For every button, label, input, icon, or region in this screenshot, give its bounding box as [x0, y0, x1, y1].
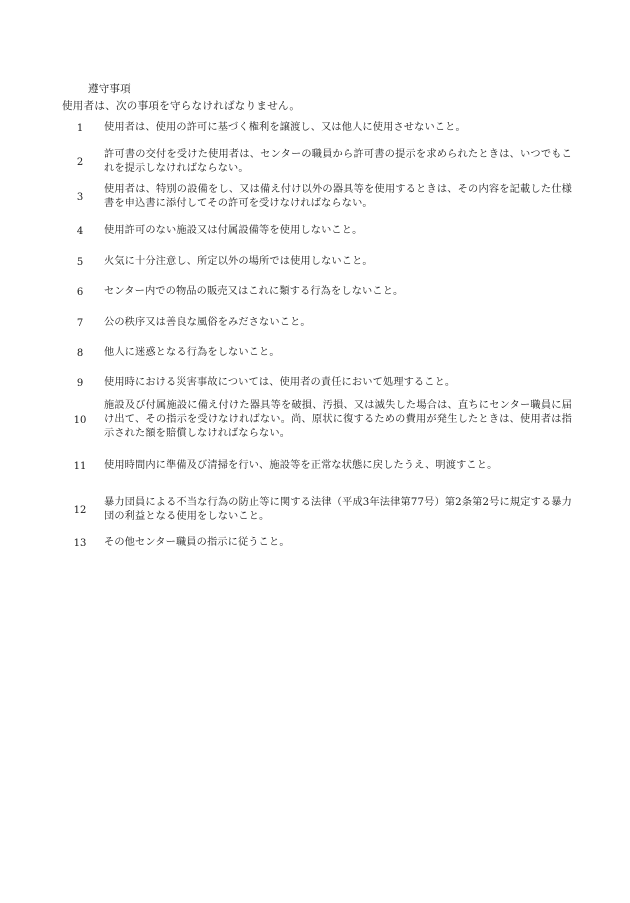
rule-text: 使用者は、特別の設備をし、又は備え付け以外の器具等を使用するときは、その内容を記載した仕様書を申込書に添付してその許可を受けなければならない。	[104, 184, 572, 210]
intro-text: 使用者は、次の事項を守らなければなりません。	[62, 100, 301, 112]
rule-text: 使用時における災害事故については、使用者の責任において処理すること。	[104, 377, 456, 388]
rule-text: 施設及び付属施設に備え付けた器具等を破損、汚損、又は滅失した場合は、直ちにセンター職員に届け出て、その指示を受けなければない。尚、原状に復するための費用が発生したときは、使用者は指示された額を賠償しなければならない。	[104, 400, 572, 440]
rule-item-2	[62, 148, 572, 176]
rule-number: 12	[73, 504, 87, 516]
rule-item-6	[62, 285, 572, 299]
rule-number: 7	[76, 317, 84, 329]
rule-item-1	[62, 121, 572, 135]
rule-text: 使用時間内に準備及び清掃を行い、施設等を正常な状態に戻したうえ、明渡すこと。	[104, 460, 498, 471]
rule-item-3	[62, 183, 572, 211]
rule-number: 5	[76, 256, 84, 268]
rule-number: 1	[76, 122, 84, 134]
section-heading: 遵守事項	[88, 83, 131, 95]
rule-item-8	[62, 346, 572, 360]
rule-text: 使用者は、使用の許可に基づく権利を譲渡し、又は他人に使用させないこと。	[104, 122, 466, 133]
rule-item-7	[62, 316, 572, 330]
rule-item-9	[62, 376, 572, 390]
rule-number: 3	[76, 191, 84, 203]
rule-text: 暴力団員による不当な行為の防止等に関する法律（平成3年法律第77号）第2条第2号に規定する暴力団の利益となる使用をしないこと。	[104, 497, 572, 523]
rule-text: 使用許可のない施設又は付属設備等を使用しないこと。	[104, 225, 363, 236]
rule-text: 他人に迷惑となる行為をしないこと。	[104, 347, 280, 358]
rule-number: 13	[73, 537, 87, 549]
rule-item-10	[62, 399, 572, 442]
rule-number: 9	[76, 377, 84, 389]
rule-number: 6	[76, 286, 84, 298]
rule-item-13	[62, 536, 572, 550]
rule-item-4	[62, 224, 572, 238]
rule-text: 許可書の交付を受けた使用者は、センターの職員から許可書の提示を求められたときは、いつでもこれを提示しなければならない。	[104, 149, 572, 175]
rule-number: 2	[76, 156, 84, 168]
rule-number: 10	[73, 414, 87, 426]
rule-number: 11	[73, 460, 87, 472]
rule-text: その他センター職員の指示に従うこと。	[104, 537, 290, 548]
rule-text: 火気に十分注意し、所定以外の場所では使用しないこと。	[104, 256, 373, 267]
rule-text: 公の秩序又は善良な風俗をみださないこと。	[104, 317, 311, 328]
rule-item-5	[62, 255, 572, 269]
rule-item-11	[62, 459, 572, 473]
rule-item-12	[62, 496, 572, 524]
rule-text: センター内での物品の販売又はこれに類する行為をしないこと。	[104, 286, 404, 297]
rule-number: 4	[76, 225, 84, 237]
rule-number: 8	[76, 347, 84, 359]
